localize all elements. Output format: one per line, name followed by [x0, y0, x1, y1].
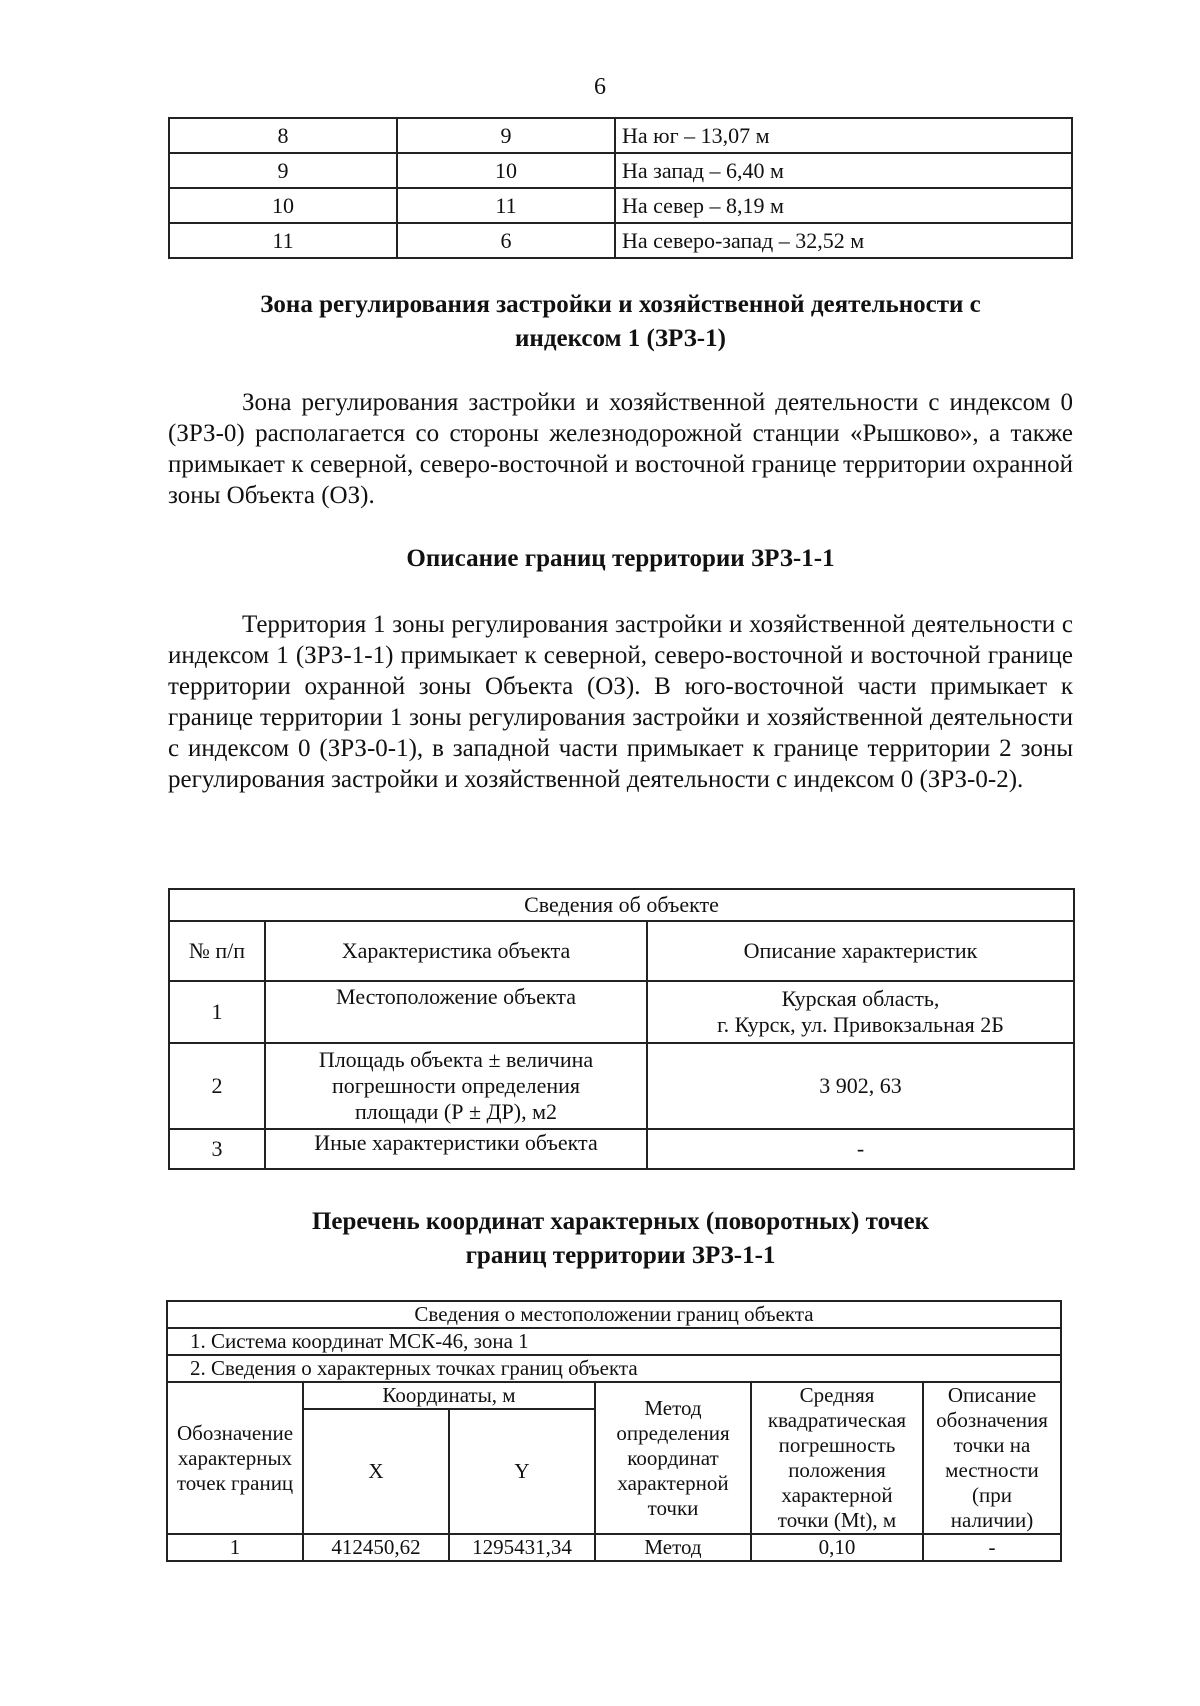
header-line: наличии) [950, 1508, 1034, 1532]
header-line: Средняя [799, 1383, 875, 1407]
zone-description-paragraph: Зона регулирования застройки и хозяйственной деятельности с индексом 0 (ЗРЗ-0) располагается со стороны железнодорожной станции «Рышково», а также примыкает к северной, северо-восточной и восточной границе территории охранной зоны Объекта (ОЗ). [168, 389, 1073, 509]
boundaries-paragraph: Территория 1 зоны регулирования застройки и хозяйственной деятельности с индексом 1 (ЗРЗ-1-1) примыкает к северной, северо-восточной и восточной границе территории охранной зоны Объекта (ОЗ). В юго-восточной части примыкает к границе территории 1 зоны регулирования застройки и хозяйственной деятельности с индексом 0 (ЗРЗ-0-1), в западной части примыкает к границе территории 2 зоны регулирования застройки и хозяйственной деятельности с индексом 0 (ЗРЗ-0-2). [168, 611, 1073, 793]
segment-description: На запад – 6,40 м [615, 153, 1072, 188]
table-header-row [169, 921, 1074, 981]
header-line: координат [627, 1445, 719, 1470]
to-point: 11 [397, 188, 615, 223]
table-row [169, 1129, 1074, 1169]
table-header-row [167, 1382, 1061, 1409]
point-designation: 1 [167, 1534, 303, 1561]
header-point-description [923, 1382, 1061, 1534]
header-error [751, 1382, 923, 1534]
header-line: определения [616, 1420, 730, 1445]
segment-description: На юг – 13,07 м [615, 118, 1072, 153]
header-line: Обозначение [176, 1420, 294, 1445]
route-segments-table [168, 117, 1073, 259]
coordinates-heading-line1: Перечень координат характерных (поворотных) точек [311, 1208, 930, 1235]
description-line: г. Курск, ул. Привокзальная 2Б [717, 1012, 1004, 1037]
header-line: точки (Mt), м [777, 1508, 897, 1532]
header-number: № п/п [169, 921, 265, 981]
header-line: квадратическая [767, 1408, 907, 1432]
header-line: положения [788, 1458, 886, 1482]
from-point: 10 [169, 188, 397, 223]
zone-heading-line1: Зона регулирования застройки и хозяйственной деятельности с [260, 291, 981, 318]
coordinate-system-row [167, 1328, 1061, 1355]
row-description [647, 981, 1074, 1043]
coordinate-system: 1. Система координат МСК-46, зона 1 [167, 1328, 1061, 1355]
row-number: 2 [169, 1043, 265, 1129]
header-line: характерной [781, 1483, 893, 1507]
point-x: 412450,62 [303, 1534, 449, 1561]
row-characteristic [265, 1043, 647, 1129]
table-title-row [169, 889, 1074, 921]
to-point: 6 [397, 223, 615, 258]
segment-description: На север – 8,19 м [615, 188, 1072, 223]
point-description: - [923, 1534, 1061, 1561]
characteristic-line: Площадь объекта ± величина [318, 1047, 594, 1072]
points-title-row [167, 1355, 1061, 1382]
header-x: X [303, 1409, 449, 1534]
table-row [169, 981, 1074, 1043]
from-point: 11 [169, 223, 397, 258]
row-characteristic: Местоположение объекта [265, 981, 647, 1043]
header-designation [167, 1382, 303, 1534]
header-characteristic: Характеристика объекта [265, 921, 647, 981]
header-line: Описание [947, 1383, 1037, 1407]
table-title-row [167, 1301, 1061, 1328]
to-point: 9 [397, 118, 615, 153]
header-y: Y [449, 1409, 595, 1534]
characteristic-line: погрешности определения [331, 1073, 581, 1098]
object-info-table [168, 888, 1075, 1170]
zone-heading [168, 288, 1073, 356]
row-description: - [647, 1129, 1074, 1169]
coordinates-table [166, 1300, 1062, 1562]
point-method: Метод [595, 1534, 751, 1561]
table-row [169, 1043, 1074, 1129]
from-point: 8 [169, 118, 397, 153]
header-line: точек границ [176, 1470, 294, 1495]
table-row [167, 1534, 1061, 1561]
header-line: точки на [953, 1433, 1031, 1457]
header-line: характерной [617, 1470, 729, 1495]
coordinates-heading [168, 1205, 1073, 1273]
header-line: местности [945, 1458, 1039, 1482]
header-coordinates: Координаты, м [303, 1382, 595, 1409]
header-line: (при [972, 1483, 1012, 1507]
to-point: 10 [397, 153, 615, 188]
row-number: 1 [169, 981, 265, 1043]
row-number: 3 [169, 1129, 265, 1169]
zone-heading-line2: индексом 1 (ЗРЗ-1) [515, 325, 726, 352]
point-error: 0,10 [751, 1534, 923, 1561]
boundaries-heading: Описание границ территории ЗРЗ-1-1 [406, 545, 835, 572]
header-line: характерных [177, 1445, 293, 1470]
point-y: 1295431,34 [449, 1534, 595, 1561]
characteristic-line: площади (Р ± ДР), м2 [354, 1099, 558, 1124]
description-line: Курская область, [781, 986, 940, 1011]
header-line: Метод [644, 1395, 702, 1420]
segment-description: На северо-запад – 32,52 м [615, 223, 1072, 258]
header-description: Описание характеристик [647, 921, 1074, 981]
header-line: погрешность [778, 1433, 896, 1457]
row-characteristic: Иные характеристики объекта [265, 1129, 647, 1169]
table-title: Сведения об объекте [169, 889, 1074, 921]
from-point: 9 [169, 153, 397, 188]
page-number: 6 [594, 74, 606, 100]
table-row [169, 223, 1072, 258]
table-row [169, 118, 1072, 153]
table-row [169, 153, 1072, 188]
points-title: 2. Сведения о характерных точках границ объекта [167, 1355, 1061, 1382]
table-title: Сведения о местоположении границ объекта [167, 1301, 1061, 1328]
table-row [169, 188, 1072, 223]
header-method [595, 1382, 751, 1534]
coordinates-heading-line2: границ территории ЗРЗ-1-1 [465, 1242, 776, 1269]
row-description: 3 902, 63 [647, 1043, 1074, 1129]
header-line: обозначения [936, 1408, 1048, 1432]
header-line: точки [647, 1495, 699, 1520]
